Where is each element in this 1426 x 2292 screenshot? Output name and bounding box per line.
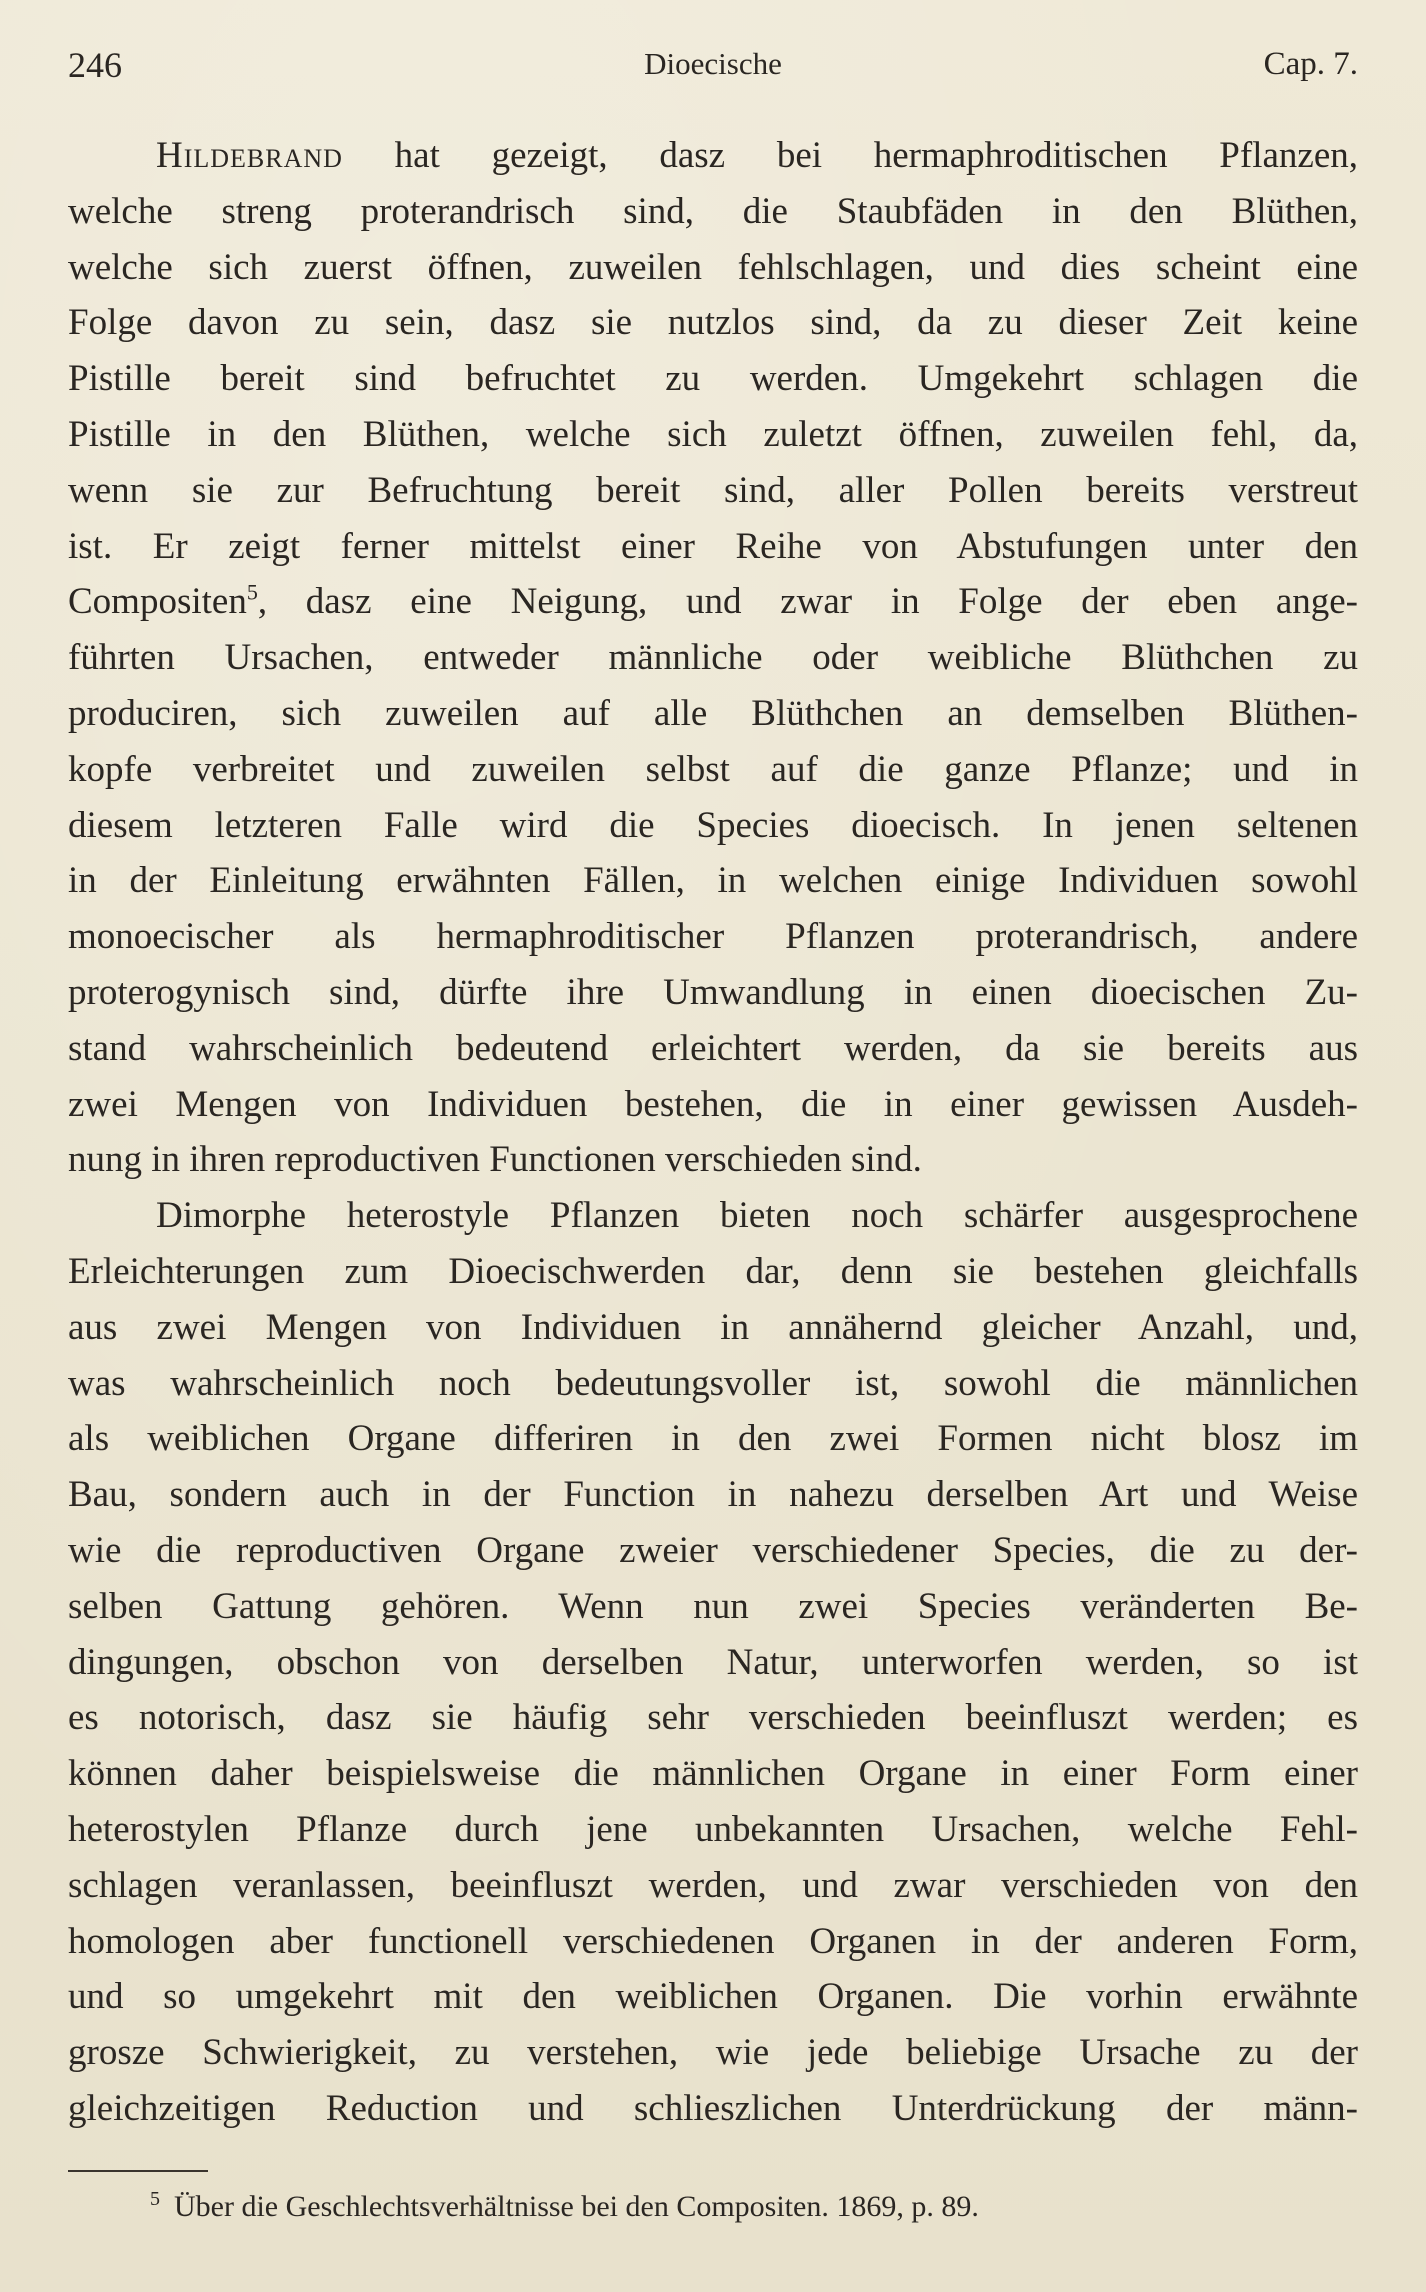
text-line: aus zwei Mengen von Individuen in annähernd gleicher Anzahl, und, (68, 1306, 1358, 1348)
text-line: welche streng proterandrisch sind, die Staubfäden in den Blüthen, (68, 190, 1358, 232)
footnote-text: Über die Geschlechtsverhältnisse bei den Compositen. 1869, p. 89. (174, 2190, 979, 2223)
body-text (68, 128, 1358, 2137)
text-line: führten Ursachen, entweder männliche oder weibliche Blüthchen zu (68, 637, 1358, 679)
text-line: Bau, sondern auch in der Function in nahezu derselben Art und Weise (68, 1474, 1358, 1516)
text-line: in der Einleitung erwähnten Fällen, in welchen einige Individuen sowohl (68, 860, 1358, 902)
text-line: gleichzeitigen Reduction und schlieszlichen Unterdrückung der männ- (68, 2087, 1358, 2129)
paragraph-1 (68, 128, 1358, 1188)
text-line: Folge davon zu sein, dasz sie nutzlos sind, da zu dieser Zeit keine (68, 302, 1358, 344)
text-line: zwei Mengen von Individuen bestehen, die in einer gewissen Ausdeh- (68, 1083, 1358, 1125)
author-name: Hildebrand (156, 135, 343, 176)
text-line: proterogynisch sind, dürfte ihre Umwandlung in einen dioecischen Zu- (68, 971, 1358, 1013)
text-line: welche sich zuerst öffnen, zuweilen fehlschlagen, und dies scheint eine (68, 246, 1358, 288)
text-line: als weiblichen Organe differiren in den zwei Formen nicht blosz im (68, 1418, 1358, 1460)
line-text: Compositen (68, 581, 247, 623)
page-number: 246 (68, 45, 122, 85)
running-title: Dioecische (644, 46, 782, 81)
text-line: monoecischer als hermaphroditischer Pflanzen proterandrisch, andere (68, 916, 1358, 958)
text-line: Dimorphe heterostyle Pflanzen bieten noch schärfer ausgesprochene (156, 1195, 1358, 1237)
text-line: wenn sie zur Befruchtung bereit sind, aller Pollen bereits verstreut (68, 469, 1358, 511)
text-line: produciren, sich zuweilen auf alle Blüthchen an demselben Blüthen- (68, 692, 1358, 734)
text-line: homologen aber functionell verschiedenen Organen in der anderen Form, (68, 1920, 1358, 1962)
text-line: Pistille bereit sind befruchtet zu werden. Umgekehrt schlagen die (68, 358, 1358, 400)
text-line: selben Gattung gehören. Wenn nun zwei Species veränderten Be- (68, 1585, 1358, 1627)
text-line: kopfe verbreitet und zuweilen selbst auf die ganze Pflanze; und in (68, 748, 1358, 790)
text-line: Erleichterungen zum Dioecischwerden dar, denn sie bestehen gleichfalls (68, 1250, 1358, 1292)
paragraph-2 (68, 1188, 1358, 2137)
footnote-divider (68, 2170, 208, 2172)
text-line: dingungen, obschon von derselben Natur, unterworfen werden, so ist (68, 1641, 1358, 1683)
text-line-with-footnote-ref (68, 574, 1358, 630)
footnote-marker: 5 (150, 2188, 160, 2210)
text-line: können daher beispielsweise die männlichen Organe in einer Form einer (68, 1753, 1358, 1795)
text-line: ist. Er zeigt ferner mittelst einer Reihe von Abstufungen unter den (68, 525, 1358, 567)
text-line: stand wahrscheinlich bedeutend erleichtert werden, da sie bereits aus (68, 1027, 1358, 1069)
footnote (150, 2190, 979, 2224)
text-line: nung in ihren reproductiven Functionen verschieden sind. (68, 1139, 922, 1181)
text-line: wie die reproductiven Organe zweier verschiedener Species, die zu der- (68, 1529, 1358, 1571)
text-line: diesem letzteren Falle wird die Species dioecisch. In jenen seltenen (68, 804, 1358, 846)
text-line: Pistille in den Blüthen, welche sich zuletzt öffnen, zuweilen fehl, da, (68, 413, 1358, 455)
text-line: was wahrscheinlich noch bedeutungsvoller ist, sowohl die männlichen (68, 1362, 1358, 1404)
line-text: , dasz eine Neigung, und zwar in Folge der eben ange- (257, 581, 1358, 623)
line-text: hat gezeigt, dasz bei hermaphroditischen Pflanzen, (342, 135, 1358, 176)
page-header (68, 40, 1358, 90)
text-line (68, 128, 1358, 184)
chapter-reference: Cap. 7. (1263, 46, 1358, 82)
text-line: heterostylen Pflanze durch jene unbekannten Ursachen, welche Fehl- (68, 1808, 1358, 1850)
text-line: es notorisch, dasz sie häufig sehr verschieden beeinfluszt werden; es (68, 1697, 1358, 1739)
text-line: grosze Schwierigkeit, zu verstehen, wie jede beliebige Ursache zu der (68, 2032, 1358, 2074)
text-line: schlagen veranlassen, beeinfluszt werden, und zwar verschieden von den (68, 1864, 1358, 1906)
text-line: und so umgekehrt mit den weiblichen Organen. Die vorhin erwähnte (68, 1976, 1358, 2018)
footnote-reference: 5 (246, 580, 258, 606)
